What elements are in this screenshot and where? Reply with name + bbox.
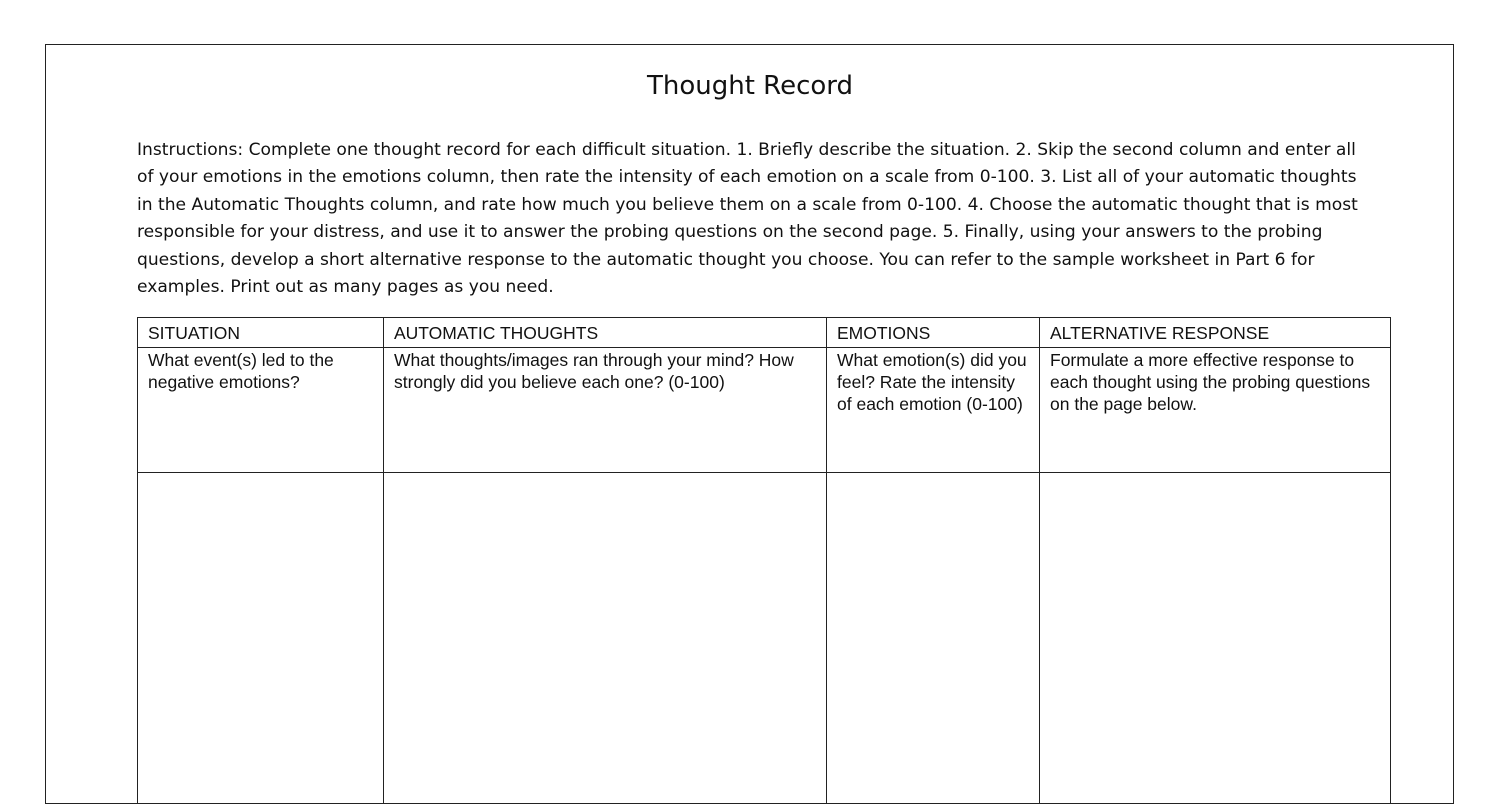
document-title: Thought Record xyxy=(646,71,854,101)
entry-situation[interactable] xyxy=(138,473,384,804)
prompt-row xyxy=(138,348,1391,473)
instructions-paragraph: Instructions: Complete one thought record for each difficult situation. 1. Briefly describe the situation. 2. Skip the second column and enter all of your emotions in the emotions column, then rate the intensity of each emotion on a scale from 0-100. 3. List all of your automatic thoughts in the Automatic Thoughts column, and rate how much you believe them on a scale from 0-100. 4. Choose the automatic thought that is most responsible for your distress, and use it to answer the probing questions on the second page. 5. Finally, using your answers to the probing questions, develop a short alternative response to the automatic thought you choose. You can refer to the sample worksheet in Part 6 for examples. Print out as many pages as you need. xyxy=(137,140,1358,298)
entry-emotions[interactable] xyxy=(827,473,1040,804)
prompt-situation: What event(s) led to the negative emotions? xyxy=(138,348,384,473)
entry-alternative-response[interactable] xyxy=(1040,473,1391,804)
prompt-alternative-response: Formulate a more effective response to each thought using the probing questions on the page below. xyxy=(1040,348,1391,473)
thought-record-table xyxy=(137,317,1391,804)
prompt-emotions: What emotion(s) did you feel? Rate the intensity of each emotion (0-100) xyxy=(827,348,1040,473)
header-situation: SITUATION xyxy=(138,318,384,348)
header-emotions: EMOTIONS xyxy=(827,318,1040,348)
header-row xyxy=(138,318,1391,348)
entry-row xyxy=(138,473,1391,804)
entry-automatic-thoughts[interactable] xyxy=(384,473,827,804)
header-alternative-response: ALTERNATIVE RESPONSE xyxy=(1040,318,1391,348)
header-automatic-thoughts: AUTOMATIC THOUGHTS xyxy=(384,318,827,348)
prompt-automatic-thoughts: What thoughts/images ran through your mind? How strongly did you believe each one? (0-100) xyxy=(384,348,827,473)
